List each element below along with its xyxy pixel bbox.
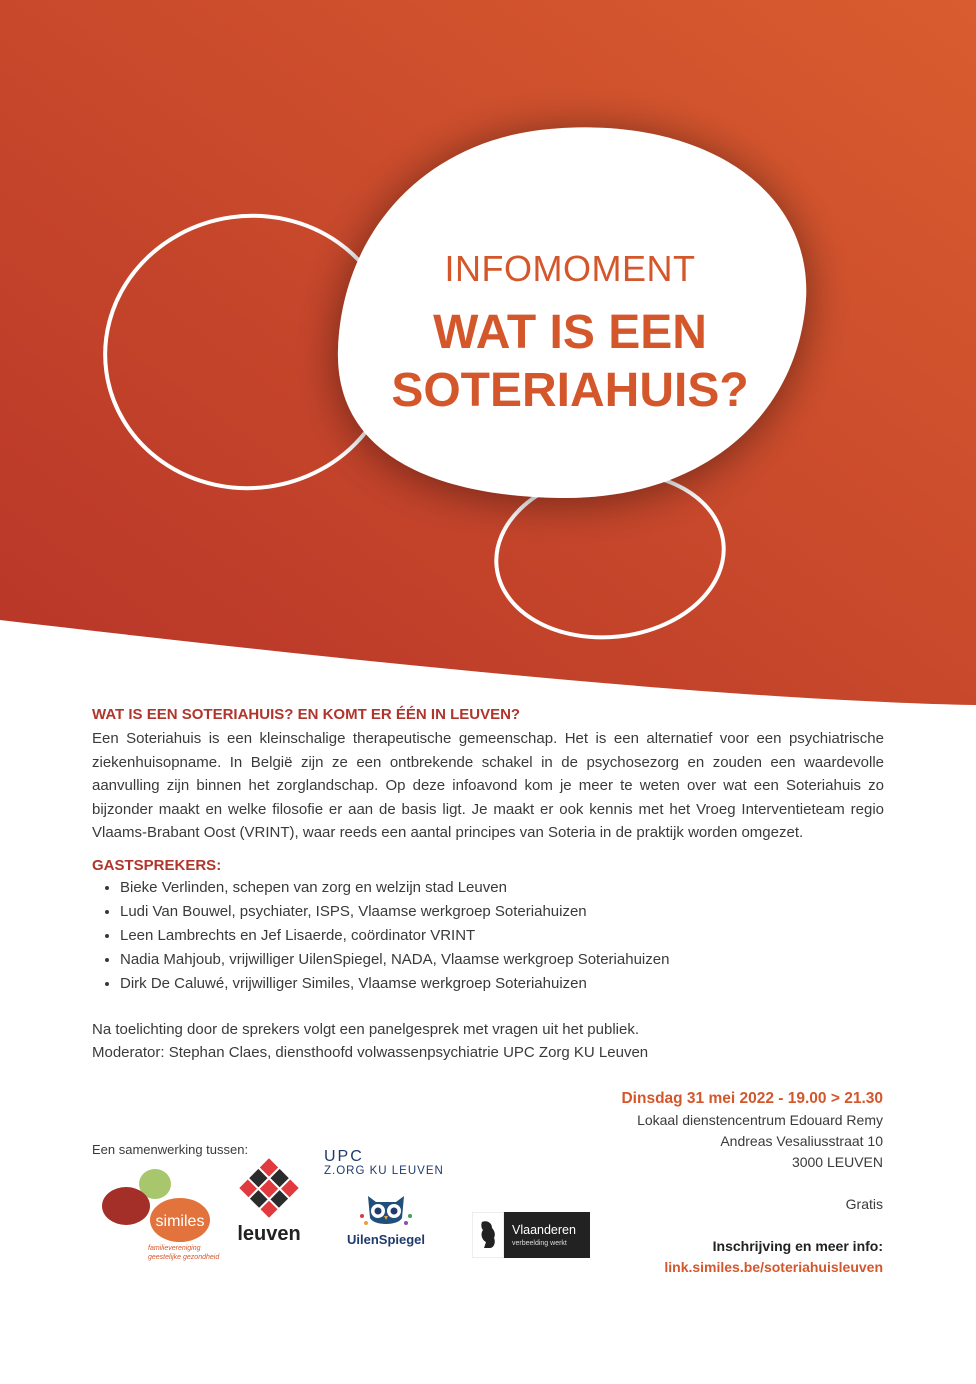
section-heading: WAT IS EEN SOTERIAHUIS? EN KOMT ER ÉÉN IN LEUVEN? [92, 706, 521, 723]
hero-title-block [370, 248, 770, 420]
uilenspiegel-name: UilenSpiegel [346, 1232, 426, 1247]
speakers-list [92, 876, 884, 996]
similes-logo [100, 1166, 230, 1266]
leuven-logo [230, 1158, 308, 1246]
registration-label: Inschrijving en meer info: [712, 1238, 883, 1254]
main-content [92, 706, 884, 1065]
event-street: Andreas Vesaliusstraat 10 [720, 1133, 883, 1149]
speaker-item: • Leen Lambrechts en Jef Lisaerde, coördinator VRINT [120, 924, 884, 948]
speaker-item: • Ludi Van Bouwel, psychiater, ISPS, Vlaamse werkgroep Soteriahuizen [120, 900, 884, 924]
speaker-item: • Dirk De Caluwé, vrijwilliger Similes, Vlaamse werkgroep Soteriahuizen [120, 972, 884, 996]
event-date: Dinsdag 31 mei 2022 - 19.00 > 21.30 [621, 1090, 883, 1107]
uilenspiegel-logo [338, 1190, 434, 1250]
similes-red-dot [102, 1187, 150, 1225]
headline-line-2: SOTERIAHUIS? [391, 364, 749, 417]
vlaanderen-tagline: verbeelding werkt [512, 1240, 567, 1247]
headline-line-1: WAT IS EEN [433, 306, 707, 359]
event-info [621, 1088, 883, 1278]
leuven-mark [239, 1158, 298, 1217]
similes-tagline-1: familievereniging [148, 1245, 201, 1252]
intro-paragraph: Een Soteriahuis is een kleinschalige therapeutische gemeenschap. Het is een alternatief voor een psychiatrische ziekenhuisopname. In België zijn ze een ontbrekende schakel in de psychosezorg en zouden een waardevolle aanvulling zijn binnen het zorglandschap. Op deze infoavond kom je meer te weten over wat een Soteriahuis zo bijzonder maakt en welke filosofie er aan de basis ligt. Je maakt er ook kennis met het Vroeg Interventieteam regio Vlaams-Brabant Oost (VRINT), waar reeds een aantal principes van Soteria in de praktijk worden omgezet. [92, 730, 884, 841]
closing-text [92, 1018, 884, 1065]
moderator-text: Moderator: Stephan Claes, diensthoofd volwassenpsychiatrie UPC Zorg KU Leuven [92, 1044, 649, 1061]
event-city: 3000 LEUVEN [791, 1154, 883, 1170]
owl-icon [360, 1196, 412, 1225]
collaboration-label: Een samenwerking tussen: [92, 1142, 249, 1157]
upc-line1: UPC [324, 1148, 364, 1165]
vlaanderen-name: Vlaanderen [512, 1223, 576, 1237]
speakers-heading: GASTSPREKERS: [92, 856, 222, 874]
vlaanderen-logo [472, 1212, 590, 1258]
leuven-name: leuven [237, 1223, 301, 1245]
registration-link[interactable]: link.similes.be/soteriahuisleuven [664, 1259, 883, 1275]
upc-line2: Z.ORG KU LEUVEN [324, 1165, 444, 1177]
speaker-item: • Bieke Verlinden, schepen van zorg en welzijn stad Leuven [120, 876, 884, 900]
event-venue: Lokaal dienstencentrum Edouard Remy [637, 1112, 883, 1128]
kicker-infomoment: INFOMOMENT [444, 248, 696, 289]
similes-tagline-2: geestelijke gezondheid [148, 1254, 220, 1261]
panel-text: Na toelichting door de sprekers volgt een panelgesprek met vragen uit het publiek. [92, 1020, 639, 1038]
similes-name: similes [155, 1213, 205, 1230]
event-price: Gratis [845, 1196, 883, 1212]
page-title [370, 304, 770, 420]
upc-logo [322, 1146, 464, 1178]
speaker-item: • Nadia Mahjoub, vrijwilliger UilenSpiegel, NADA, Vlaamse werkgroep Soteriahuizen [120, 948, 884, 972]
